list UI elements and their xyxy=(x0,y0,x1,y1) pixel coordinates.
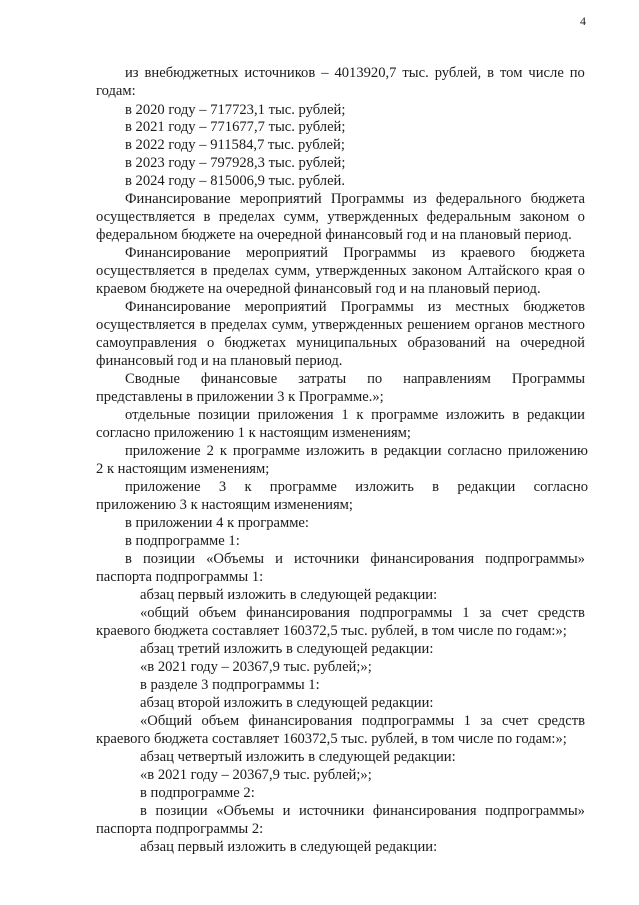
text-line xyxy=(125,298,585,316)
text-line xyxy=(140,604,585,622)
word: края xyxy=(544,263,573,279)
text-line: в 2024 году – 815006,9 тыс. рублей. xyxy=(125,173,346,189)
word: тыс. xyxy=(402,65,429,81)
word: источники xyxy=(299,803,365,819)
word: внебюджетных xyxy=(144,65,239,81)
word: утвержденных xyxy=(315,263,407,279)
text-line: паспорта подпрограммы 2: xyxy=(96,821,264,837)
word: программе xyxy=(232,443,301,459)
text-line: абзац четвертый изложить в следующей редакции: xyxy=(140,749,456,765)
word: 1 xyxy=(341,407,349,423)
text-line xyxy=(96,262,585,280)
word: 1 xyxy=(463,713,471,729)
word: подпрограммы» xyxy=(485,551,585,567)
word: Программы xyxy=(340,299,414,315)
word: позиции xyxy=(142,551,196,567)
word: сумм, xyxy=(274,263,311,279)
word: в xyxy=(370,443,378,459)
word: источников xyxy=(244,65,316,81)
word: Финансирование xyxy=(125,245,231,261)
word: подпрограммы xyxy=(359,605,453,621)
word: за xyxy=(479,605,492,621)
text-line xyxy=(125,478,588,496)
word: в xyxy=(203,209,211,225)
word: позиции xyxy=(197,407,251,423)
word: 1 xyxy=(462,605,470,621)
word: местного xyxy=(528,317,585,333)
word: в xyxy=(512,407,520,423)
word: к xyxy=(219,443,227,459)
text-line xyxy=(125,550,585,568)
word: по xyxy=(367,371,383,387)
word: пределах xyxy=(218,209,276,225)
word: направлениям xyxy=(403,371,491,387)
word: осуществляется xyxy=(96,263,196,279)
text-line: в 2022 году – 911584,7 тыс. рублей; xyxy=(125,137,345,153)
word: приложение xyxy=(125,479,201,495)
text-line: согласно приложению 1 к настоящим изменениям; xyxy=(96,425,411,441)
word: «общий xyxy=(140,605,189,621)
word: затраты xyxy=(298,371,347,387)
text-line: годам: xyxy=(96,83,136,99)
word: рублей, xyxy=(434,65,482,81)
word: из xyxy=(427,299,442,315)
text-line: краевом бюджете на очередной финансовый год и на плановый период. xyxy=(96,281,541,297)
text-line xyxy=(125,370,585,388)
text-line: абзац первый изложить в следующей редакции: xyxy=(140,839,438,855)
text-line xyxy=(125,406,585,424)
word: – xyxy=(321,65,329,81)
word: отдельные xyxy=(125,407,191,423)
word: по xyxy=(569,65,585,81)
word: федеральным xyxy=(426,209,511,225)
text-line xyxy=(140,712,585,730)
word: том xyxy=(500,65,523,81)
word: утвержденных xyxy=(311,317,403,333)
word: о xyxy=(577,209,585,225)
word: Программы xyxy=(343,245,417,261)
word: объем xyxy=(201,713,240,729)
word: финансирования xyxy=(248,713,353,729)
word: редакции xyxy=(383,443,442,459)
text-line xyxy=(140,802,585,820)
word: программе xyxy=(371,407,439,423)
word: программе xyxy=(269,479,337,495)
word: из xyxy=(413,191,427,207)
word: подпрограммы» xyxy=(485,803,585,819)
word: сумм, xyxy=(271,317,308,333)
word: Финансирование xyxy=(125,299,231,315)
text-line xyxy=(96,316,585,334)
word: в xyxy=(487,65,495,81)
text-line xyxy=(96,334,585,352)
text-line: приложению 3 к настоящим изменениям; xyxy=(96,497,353,513)
word: приложению xyxy=(507,443,588,459)
text-line: краевого бюджета составляет 160372,5 тыс. рублей, в том числе по годам:»; xyxy=(96,731,567,747)
text-line: «в 2021 году – 20367,9 тыс. рублей;»; xyxy=(140,659,372,675)
text-line: в приложении 4 к программе: xyxy=(125,515,309,531)
word: федерального xyxy=(435,191,522,207)
text-line: представлены в приложении 3 к Программе.»; xyxy=(96,389,384,405)
text-line: «в 2021 году – 20367,9 тыс. рублей;»; xyxy=(140,767,372,783)
word: мероприятий xyxy=(244,299,327,315)
text-line: краевого бюджета составляет 160372,5 тыс. рублей, в том числе по годам:»; xyxy=(96,623,567,639)
word: Алтайского xyxy=(467,263,540,279)
word: изложить xyxy=(306,443,365,459)
text-line: в 2023 году – 797928,3 тыс. рублей; xyxy=(125,155,346,171)
word: осуществляется xyxy=(96,317,196,333)
text-line: федеральном бюджете на очередной финансовый год и на плановый период. xyxy=(96,227,572,243)
word: редакции xyxy=(457,479,516,495)
text-line: паспорта подпрограммы 1: xyxy=(96,569,264,585)
word: осуществляется xyxy=(96,209,196,225)
text-line: в подпрограмме 1: xyxy=(125,533,240,549)
word: финансовые xyxy=(200,371,278,387)
word: местных xyxy=(455,299,510,315)
word: «Общий xyxy=(140,713,193,729)
word: мероприятий xyxy=(245,245,328,261)
word: «Объемы xyxy=(216,803,275,819)
word: средств xyxy=(537,713,585,729)
word: и xyxy=(275,551,283,567)
word: бюджета xyxy=(530,191,585,207)
word: краевого xyxy=(460,245,516,261)
word: позиции xyxy=(155,803,208,819)
word: о xyxy=(577,263,585,279)
text-line: абзац третий изложить в следующей редакции: xyxy=(140,641,434,657)
word: из xyxy=(125,65,139,81)
word: источники xyxy=(294,551,360,567)
word: из xyxy=(431,245,446,261)
word: изложить xyxy=(355,479,414,495)
word: решением xyxy=(407,317,471,333)
word: средств xyxy=(537,605,585,621)
word: муниципальных xyxy=(296,335,398,351)
word: самоуправления xyxy=(96,335,197,351)
text-line xyxy=(125,64,585,82)
word: и xyxy=(282,803,291,819)
page-number: 4 xyxy=(580,14,586,28)
word: к xyxy=(244,479,252,495)
text-line: финансовый год и на плановый период. xyxy=(96,353,343,369)
word: в xyxy=(200,263,208,279)
text-line: 2 к настоящим изменениям; xyxy=(96,461,270,477)
text-line xyxy=(96,208,585,226)
word: пределах xyxy=(210,317,268,333)
word: финансирования xyxy=(370,551,475,567)
word: подпрограммы xyxy=(361,713,455,729)
text-line: абзац первый изложить в следующей редакции: xyxy=(140,587,438,603)
word: Сводные xyxy=(125,371,180,387)
word: в xyxy=(140,803,147,819)
word: мероприятий xyxy=(239,191,322,207)
word: пределах xyxy=(212,263,270,279)
word: образований xyxy=(407,335,486,351)
word: согласно xyxy=(447,443,502,459)
word: утвержденных xyxy=(327,209,419,225)
word: Программы xyxy=(511,371,585,387)
word: Программы xyxy=(330,191,405,207)
text-line: абзац второй изложить в следующей редакции: xyxy=(140,695,434,711)
word: счет xyxy=(501,605,528,621)
word: изложить xyxy=(445,407,505,423)
word: законом xyxy=(412,263,462,279)
word: на xyxy=(495,335,511,351)
word: Финансирование xyxy=(125,191,231,207)
word: в xyxy=(125,551,132,567)
text-line xyxy=(125,244,585,262)
text-line: в 2021 году – 771677,7 тыс. рублей; xyxy=(125,119,346,135)
word: сумм, xyxy=(283,209,319,225)
word: 2 xyxy=(206,443,214,459)
word: «Объемы xyxy=(206,551,265,567)
word: приложения xyxy=(257,407,334,423)
word: бюджета xyxy=(530,245,585,261)
word: к xyxy=(356,407,364,423)
word: приложение xyxy=(125,443,201,459)
text-line xyxy=(125,190,585,208)
word: о xyxy=(206,335,215,351)
text-line: в подпрограмме 2: xyxy=(140,785,255,801)
word: бюджетах xyxy=(224,335,287,351)
word: числе xyxy=(528,65,564,81)
word: финансирования xyxy=(246,605,350,621)
word: финансирования xyxy=(372,803,477,819)
word: бюджетов xyxy=(523,299,585,315)
word: 3 xyxy=(218,479,227,495)
word: счет xyxy=(501,713,529,729)
word: в xyxy=(199,317,207,333)
text-line xyxy=(125,442,588,460)
word: органов xyxy=(474,317,524,333)
word: законом xyxy=(519,209,570,225)
word: очередной xyxy=(520,335,585,351)
word: редакции xyxy=(526,407,585,423)
text-line: в 2020 году – 717723,1 тыс. рублей; xyxy=(125,102,346,118)
word: за xyxy=(480,713,493,729)
word: объем xyxy=(198,605,237,621)
word: в xyxy=(432,479,440,495)
text-line: в разделе 3 подпрограммы 1: xyxy=(140,677,320,693)
word: согласно xyxy=(533,479,588,495)
word: 4013920,7 xyxy=(334,65,397,81)
